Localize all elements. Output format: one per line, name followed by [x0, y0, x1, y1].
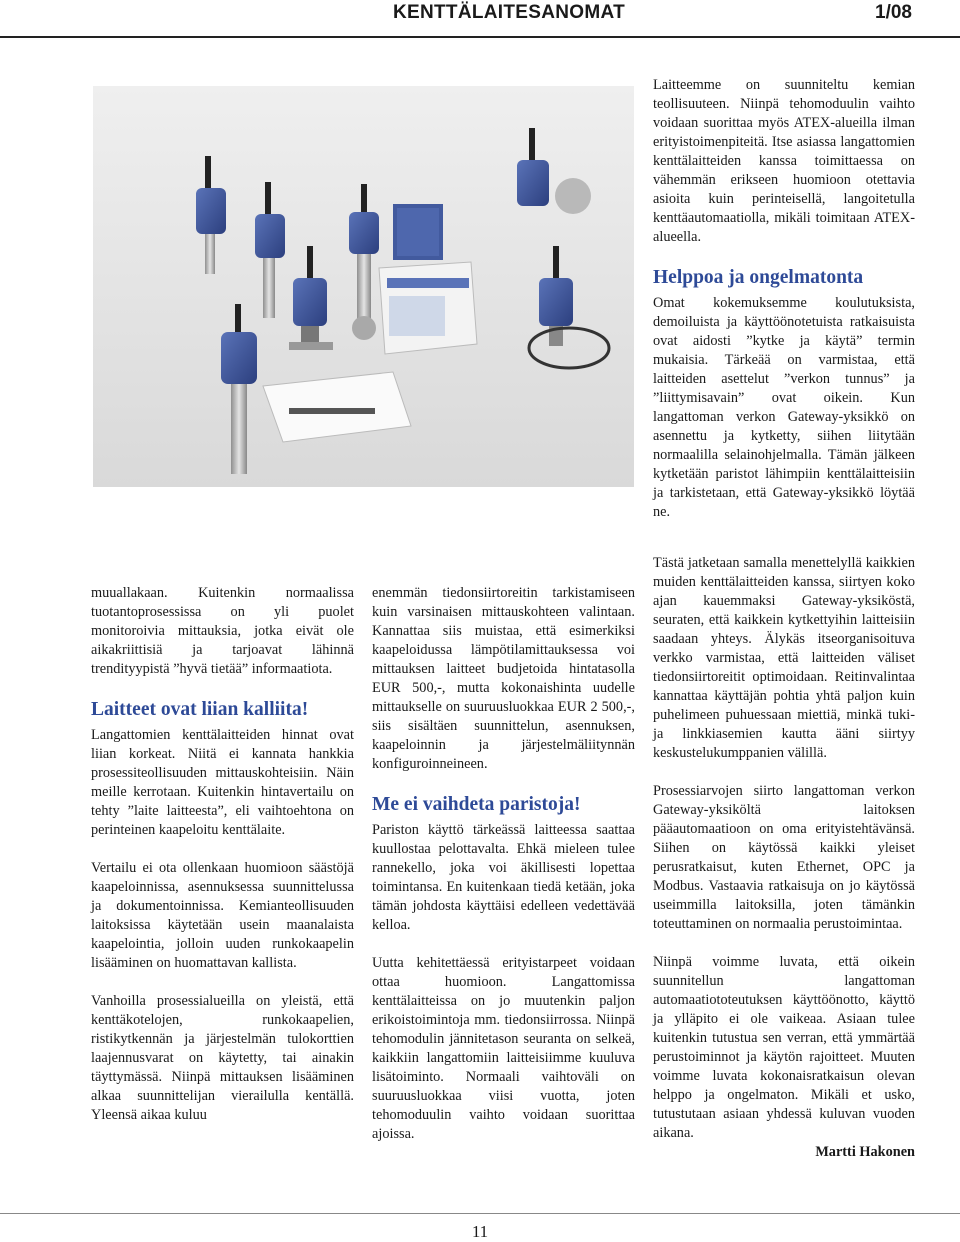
author-signature: Martti Hakonen [815, 1144, 915, 1160]
page-number: 11 [471, 1222, 489, 1241]
issue-number: 1/08 [875, 2, 912, 23]
column-1 [91, 584, 354, 1125]
paragraph: Vertailu ei ota ollenkaan huomioon säästöjä kaapeloinnissa, asennuksessa suunnittelussa ja dokumentoinnissa. Kemianteollisuuden laitoksissa käytetään usein maanalaista kaapelointia, jolloin uuden runkokaapelin lisääminen on huomattavan kallista. [91, 860, 354, 971]
paragraph: Uutta kehitettäessä erityistarpeet voidaan ottaa huomioon. Langattomissa kenttälaitteissa on jo muutenkin paljon erikoistoimintoja mm. tiedonsiirrossa. Niinpä tehomodulin jännitetason seuranta on selkeä, kaikkiin langattomiin laitteisiimme kuuluva lisätoiminto. Normaali vaihtoväli on suuruusluokkaa viisi vuotta, joten tehomoduulin vaihto voidaan suorittaa ajoissa. [372, 955, 635, 1142]
paragraph: Langattomien kenttälaitteiden hinnat ovat liian korkeat. Niitä ei kannata hankkia prosessiteollisuuden mittauskohteisiin. Näin meille kerrotaan. Kuitenkin hintavertailu on tehty ”laite laitteesta”, eli vaihtoehtona on perinteinen kaapeloitu kenttälaite. [91, 727, 354, 838]
product-photo [93, 86, 634, 487]
paragraph: Vanhoilla prosessialueilla on yleistä, että kenttäkotelojen, runkokaapelien, ristikytkennän ja järjestelmän tulokorttien laajennusvarat on käytetty, tai ainakin täyttymässä. Niinpä mittauksen lisääminen alkaa suunnittelijan vierailulla kentällä. Yleensä aikaa kuluu [91, 993, 354, 1123]
page-header [0, 0, 960, 38]
column-2 [372, 584, 635, 1144]
paragraph: Laitteemme on suunniteltu kemian teollisuuteen. Niinpä tehomoduulin vaihto voidaan suorittaa myös ATEX-alueilla ilman erityistoimenpiteitä. Itse asiassa langattomien kenttälaitteiden kanssa toimittaessa on vähemmän erikseen huomioon otettavia asioita kuin perinteisellä, langoitetulla kenttäautomaatiolla, mikäli toimitaan ATEX-alueella. [653, 77, 915, 245]
gateway-box [393, 204, 443, 260]
paragraph: Pariston käyttö tärkeässä laitteessa saattaa kuullostaa pelottavalta. Ehkä mieleen tulee rannekello, joka voi äkillisesti lopettaa toimintansa. En kuitenkaan tiedä ketään, joka tämän johdosta käyttäisi edelleen vedettävää kelloa. [372, 822, 635, 933]
paragraph: Niinpä voimme luvata, että oikein suunnitellun langattoman automaatiototeutuksen käyttöönotto, käyttö ja ylläpito ei ole vaikeaa. Asiaan tulee kuitenkin tutustua sen verran, että ymmärtää perustoiminnot ja käytön rajoitteet. Muuten voimme luvata kokonaisratkaisun olevan helppo ja ongelmaton. Mikäli et usko, tutustutaan asiaan yhdessä kuluvan vuoden aikana. [653, 954, 915, 1141]
section-heading: Me ei vaihdeta paristoja! [372, 794, 581, 815]
section-heading: Laitteet ovat liian kalliita! [91, 699, 309, 720]
column-right-top [653, 76, 915, 522]
paragraph: muuallakaan. Kuitenkin normaalissa tuotantoprosessissa on yli puolet monitoroivia mittauksia, jotka eivät ole aikakriittisiä ja tarjoavat lähinnä trendityypistä ”hyvä tietää” informaatiota. [91, 585, 354, 677]
paragraph: Tästä jatketaan samalla menettelyllä kaikkien muiden kenttälaitteiden kanssa, siirtyen koko ajan kauemmaksi Gateway-yksiköstä, seuraten, että kaikkein kytkettyihin laitteisiin saadaan yhteys. Älykäs itseorganisoituva verkko varmistaa, että laitteiden väliset tiedonsiirtoreitit optimoidaan. Reitinvalintaa kannattaa käyttäjän pohtia yhtä paljon kuin puhelimeen puhuessaan miettiä, minkä tuki- ja linkkiasemien kautta ääni siirtyy keskustelukumppanien välillä. [653, 555, 915, 761]
section-heading: Helppoa ja ongelmatonta [653, 267, 864, 288]
column-3 [653, 554, 915, 1162]
footer-divider [0, 1213, 960, 1214]
paragraph: enemmän tiedonsiirtoreitin tarkistamiseen kuin varsinaisen mittauskohteen valintaan. Kannattaa siis muistaa, että esimerkiksi kaapeloidussa lämpötilamittauksessa voi mittauksen laitteet budjetoida hintatasolla EUR 500,-, mutta kokonaishinta uudelle mittaukselle on suuruusluokkaa EUR 2 500,-, siis sisältäen suunnittelun, asennuksen, kaapeloinnin ja järjestelmäliitynnän konfiguroinneineen. [372, 585, 635, 772]
brochure [379, 262, 477, 354]
publication-title: KENTTÄLAITESANOMAT [393, 2, 625, 23]
paragraph: Prosessiarvojen siirto langattoman verkon Gateway-yksiköltä laitoksen pääautomaatioon on oma erityistehtävänsä. Siihen on käytössä kaikki yleiset perusratkaisut, kuten Ethernet, OPC ja Modbus. Vastaavia ratkaisuja on jo käytössä useimmilla laitoksilla, joten tämänkin toteuttaminen on normaalia perustoimintaa. [653, 783, 915, 932]
paragraph: Omat kokemuksemme koulutuksista, demoiluista ja käyttöönotetuista ratkaisuista ovat aidosti ”kytke ja käytä” termin mukaisia. Tärkeää on varmistaa, että laitteiden asettelut ”verkon tunnus” ja ”liittymisavain” ovat oikein. Kun langattoman verkon Gateway-yksikkö on asennettu ja kytketty, siihen liitytään normaalilla selainohjelmalla. Tämän jälkeen kytketään paristot lähimpiin kenttälaitteisiin ja tarkistetaan, että Gateway-yksikkö löytää ne. [653, 295, 915, 520]
